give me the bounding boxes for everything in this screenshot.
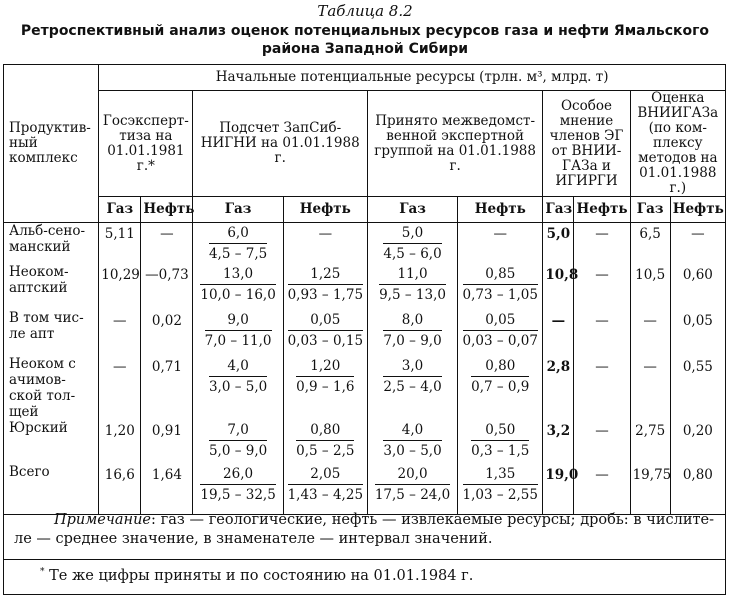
fraction-value	[200, 264, 275, 305]
footnote-separator	[4, 559, 725, 560]
fraction-mean: 6,0	[209, 223, 267, 244]
cell-value: —	[595, 359, 609, 375]
cell-value: —	[493, 226, 508, 242]
fraction-mean: 5,0	[383, 223, 441, 244]
fraction-range: 17,5 – 24,0	[374, 487, 451, 503]
fraction-value	[383, 310, 441, 351]
fraction-range: 7,0 – 9,0	[383, 333, 442, 349]
table-cell	[367, 356, 457, 420]
fraction-range: 0,5 – 2,5	[296, 443, 355, 459]
table-cell	[367, 264, 457, 310]
table-row	[4, 310, 726, 356]
table-cell	[543, 356, 574, 420]
cell-value: 16,6	[104, 467, 135, 483]
fraction-mean: 0,85	[463, 264, 538, 285]
fraction-value	[463, 464, 538, 505]
footnote-mark: *	[40, 567, 45, 577]
table-cell	[630, 264, 670, 310]
fraction-value	[209, 223, 267, 264]
fraction-value	[471, 356, 529, 397]
fraction-mean: 0,80	[296, 420, 354, 441]
fraction-range: 7,0 – 11,0	[204, 333, 272, 349]
fraction-value	[379, 264, 446, 305]
table-row	[4, 420, 726, 464]
table-cell	[283, 223, 367, 265]
complex-name: Всего	[9, 464, 50, 480]
table-cell	[670, 223, 725, 265]
cell-value: 1,64	[151, 467, 182, 483]
table-cell	[99, 310, 141, 356]
cell-value: —	[595, 467, 609, 483]
table-cell	[630, 223, 670, 265]
header-oil: Нефть	[141, 197, 193, 223]
header-gas: Газ	[630, 197, 670, 223]
fraction-mean: 20,0	[375, 464, 450, 485]
table-cell	[141, 356, 193, 420]
table-cell	[574, 223, 630, 265]
table-cell	[193, 420, 283, 464]
fraction-range: 0,03 – 0,07	[462, 333, 538, 349]
fraction-range: 10,0 – 16,0	[200, 287, 276, 303]
table-note	[14, 511, 714, 549]
fraction-mean: 1,25	[288, 264, 363, 285]
fraction-mean: 0,80	[471, 356, 529, 377]
table-cell	[458, 310, 543, 356]
cell-value: 10,5	[635, 267, 666, 283]
table-cell	[283, 264, 367, 310]
table-cell	[193, 223, 283, 265]
cell-value: —	[595, 313, 609, 329]
cell-value: 2,8	[546, 359, 571, 375]
table-cell	[458, 420, 543, 464]
table-cell	[543, 420, 574, 464]
cell-value: 0,91	[151, 423, 182, 439]
fraction-mean: 0,05	[288, 310, 363, 331]
fraction-mean: 0,50	[471, 420, 529, 441]
header-gas: Газ	[193, 197, 283, 223]
table-cell	[99, 264, 141, 310]
fraction-mean: 2,05	[288, 464, 363, 485]
cell-value: —	[160, 226, 174, 242]
table-cell	[4, 223, 99, 265]
table-cell	[4, 310, 99, 356]
fraction-value	[288, 464, 363, 505]
table-cell	[99, 356, 141, 420]
fraction-range: 19,5 – 32,5	[200, 487, 276, 503]
fraction-range: 0,7 – 0,9	[471, 379, 530, 395]
complex-name: Альб-сено-манский	[9, 223, 86, 255]
cell-value: —	[595, 423, 609, 439]
cell-value: 5,0	[546, 226, 571, 242]
table-cell	[4, 356, 99, 420]
cell-value: —	[643, 313, 657, 329]
table-cell	[670, 420, 725, 464]
complex-name: Неоком-аптский	[9, 264, 69, 296]
table-cell	[99, 420, 141, 464]
fraction-range: 0,3 – 1,5	[471, 443, 530, 459]
table-cell	[4, 264, 99, 310]
fraction-range: 1,03 – 2,55	[462, 487, 538, 503]
fraction-range: 2,5 – 4,0	[383, 379, 442, 395]
cell-value: 0,55	[682, 359, 713, 375]
cell-value: —	[551, 313, 566, 329]
table-cell	[141, 420, 193, 464]
fraction-range: 0,9 – 1,6	[296, 379, 355, 395]
table-cell	[543, 223, 574, 265]
cell-value: 6,5	[639, 226, 661, 242]
complex-name: В том чис-ле апт	[9, 310, 84, 342]
table-cell	[193, 356, 283, 420]
table-row	[4, 223, 726, 265]
cell-value: 0,05	[682, 313, 713, 329]
fraction-value	[288, 264, 363, 305]
header-oil: Нефть	[574, 197, 630, 223]
fraction-value	[463, 310, 538, 351]
cell-value: 10,29	[101, 267, 140, 283]
complex-name: Неоком с ачимов-ской тол-щей	[9, 356, 76, 420]
table-body	[4, 223, 726, 515]
header-col3: Принято межведомст-венной экспертной группой на 01.01.1988 г.	[367, 91, 542, 197]
table-cell	[670, 356, 725, 420]
header-gas: Газ	[99, 197, 141, 223]
fraction-mean: 1,35	[463, 464, 538, 485]
fraction-value	[296, 420, 354, 461]
table-cell	[367, 310, 457, 356]
cell-value: —	[595, 226, 609, 242]
cell-value: 1,20	[104, 423, 135, 439]
fraction-mean: 8,0	[383, 310, 441, 331]
footnote-text: Те же цифры приняты и по состоянию на 01.01.1984 г.	[49, 567, 474, 584]
cell-value: 19,0	[545, 467, 579, 483]
cell-value: —	[113, 313, 127, 329]
table-cell	[543, 310, 574, 356]
fraction-mean: 7,0	[209, 420, 267, 441]
table-cell	[141, 223, 193, 265]
header-gas: Газ	[543, 197, 574, 223]
fraction-mean: 11,0	[379, 264, 446, 285]
table-cell	[630, 310, 670, 356]
table-cell	[574, 356, 630, 420]
fraction-value	[209, 420, 267, 461]
table-row	[4, 356, 726, 420]
cell-value: 19,75	[632, 467, 672, 483]
table-cell	[99, 223, 141, 265]
cell-value: 10,8	[545, 267, 579, 283]
table-cell	[4, 420, 99, 464]
cell-value: 0,80	[682, 467, 713, 483]
fraction-value	[383, 356, 441, 397]
fraction-range: 5,0 – 9,0	[208, 443, 268, 459]
cell-value: —	[595, 267, 609, 283]
fraction-value	[296, 356, 354, 397]
cell-value: 5,11	[104, 226, 135, 242]
header-col4: Особое мнение членов ЭГ от ВНИИ-ГАЗа и ИГИРГИ	[543, 91, 630, 197]
cell-value: —	[318, 226, 333, 242]
fraction-range: 0,73 – 1,05	[462, 287, 538, 303]
header-complex: Продуктив-ный комплекс	[4, 65, 99, 223]
header-gas: Газ	[367, 197, 457, 223]
table-cell	[141, 264, 193, 310]
header-col1: Госэксперт-тиза на 01.01.1981 г.*	[99, 91, 193, 197]
fraction-range: 4,5 – 7,5	[208, 246, 268, 262]
header-col2: Подсчет ЗапСиб-НИГНИ на 01.01.1988 г.	[193, 91, 367, 197]
fraction-value	[471, 420, 529, 461]
table-cell	[141, 310, 193, 356]
table-cell	[458, 223, 543, 265]
table-cell	[458, 264, 543, 310]
table-row	[4, 264, 726, 310]
table-cell	[458, 356, 543, 420]
cell-value: 3,2	[546, 423, 571, 439]
header-oil: Нефть	[283, 197, 367, 223]
resources-table	[3, 64, 726, 515]
header-group: Начальные потенциальные ресурсы (трлн. м³, млрд. т)	[99, 65, 726, 91]
cell-value: 0,71	[151, 359, 182, 375]
cell-value: 0,02	[151, 313, 182, 329]
table-cell	[367, 223, 457, 265]
fraction-value	[205, 310, 272, 351]
table-cell	[283, 356, 367, 420]
fraction-value	[209, 356, 267, 397]
fraction-value	[375, 464, 450, 505]
table-caption: Таблица 8.2	[317, 2, 413, 20]
table-title: Ретроспективный анализ оценок потенциальных ресурсов газа и нефти Ямальского района Западной Сибири	[20, 23, 710, 57]
header-oil: Нефть	[458, 197, 543, 223]
table-cell	[283, 420, 367, 464]
fraction-range: 1,43 – 4,25	[287, 487, 364, 503]
fraction-value	[383, 420, 441, 461]
fraction-value	[463, 264, 538, 305]
cell-value: 0,60	[682, 267, 713, 283]
table-cell	[574, 310, 630, 356]
cell-value: —	[643, 359, 657, 375]
header-col5: Оценка ВНИИГАЗа (по ком-плексу методов на 01.01.1988 г.)	[630, 91, 725, 197]
fraction-range: 3,0 – 5,0	[208, 379, 268, 395]
fraction-mean: 4,0	[209, 356, 267, 377]
cell-value: —	[691, 226, 705, 242]
footnote	[40, 567, 473, 584]
note-label: Примечание	[54, 512, 152, 528]
fraction-mean: 4,0	[383, 420, 441, 441]
fraction-range: 0,03 – 0,15	[287, 333, 364, 349]
table-cell	[543, 264, 579, 310]
table-cell	[630, 420, 670, 464]
fraction-mean: 13,0	[200, 264, 275, 285]
fraction-mean: 3,0	[383, 356, 441, 377]
fraction-range: 0,93 – 1,75	[287, 287, 364, 303]
cell-value: —	[113, 359, 127, 375]
fraction-range: 4,5 – 6,0	[383, 246, 442, 262]
note-text: : газ — геологические, нефть — извлекаемые ресурсы; дробь: в числите-ле — среднее значение, в знаменателе — интервал значений.	[14, 512, 714, 547]
fraction-value	[383, 223, 441, 264]
fraction-mean: 9,0	[205, 310, 272, 331]
table-cell	[193, 264, 283, 310]
fraction-range: 3,0 – 5,0	[383, 443, 442, 459]
fraction-value	[200, 464, 275, 505]
cell-value: 0,20	[682, 423, 713, 439]
table-cell	[283, 310, 367, 356]
table-cell	[367, 420, 457, 464]
table-cell	[574, 420, 630, 464]
table-cell	[574, 264, 630, 310]
table-cell	[670, 310, 725, 356]
fraction-mean: 26,0	[200, 464, 275, 485]
table-cell	[630, 356, 670, 420]
cell-value: 2,75	[635, 423, 666, 439]
header-oil: Нефть	[670, 197, 725, 223]
complex-name: Юрский	[9, 420, 68, 436]
cell-value: —0,73	[145, 267, 189, 283]
fraction-value	[288, 310, 363, 351]
fraction-mean: 0,05	[463, 310, 538, 331]
fraction-mean: 1,20	[296, 356, 354, 377]
fraction-range: 9,5 – 13,0	[379, 287, 446, 303]
table-cell	[193, 310, 283, 356]
table-cell	[670, 264, 725, 310]
